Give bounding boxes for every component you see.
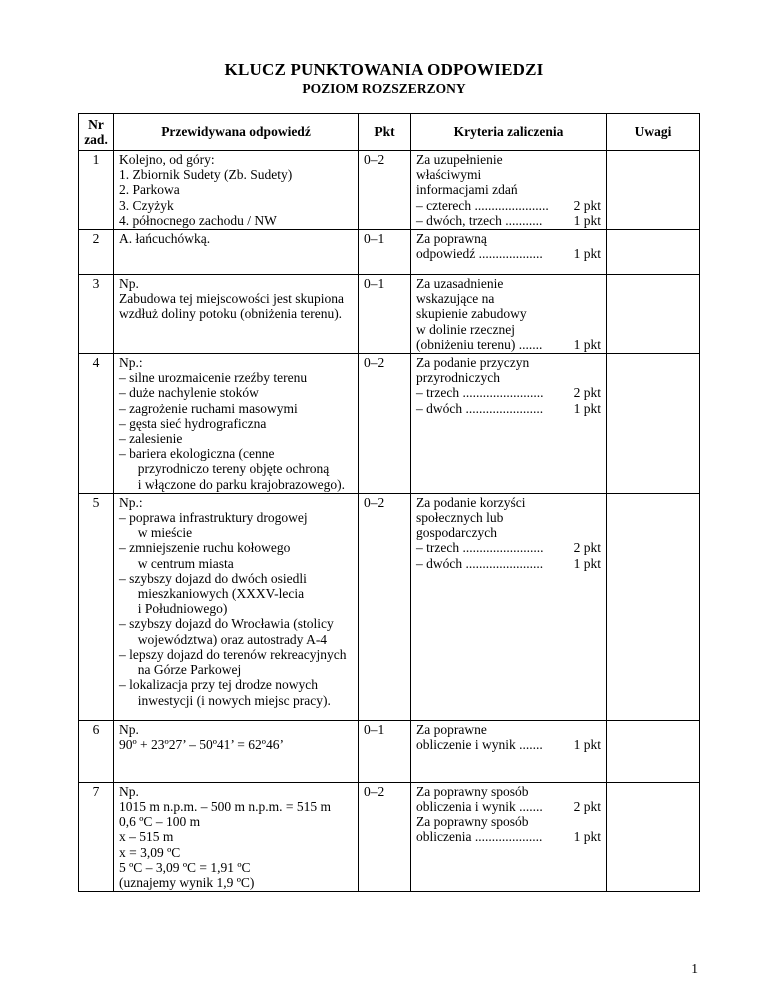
answer-line: Np. <box>119 276 139 292</box>
score-points: 1 pkt <box>573 400 601 416</box>
header-notes: Uwagi <box>607 114 700 151</box>
task-number: 1 <box>79 151 114 230</box>
criteria-line: społecznych lub <box>416 510 504 526</box>
table-header-row <box>79 114 700 151</box>
answer-line: x – 515 m <box>119 829 174 845</box>
answer-line: w centrum miasta <box>131 555 234 571</box>
expected-answer <box>114 493 359 720</box>
score-line <box>416 198 601 213</box>
answer-line: – poprawa infrastruktury drogowej <box>119 510 308 526</box>
answer-line: Np. <box>119 783 139 799</box>
criteria-line: właściwymi <box>416 167 482 183</box>
score-condition: – dwóch, trzech ........... <box>416 212 543 228</box>
page-number: 1 <box>691 961 698 976</box>
answer-line: x = 3,09 ºC <box>119 844 181 860</box>
points-range: 0–1 <box>359 230 411 275</box>
table-row <box>79 354 700 494</box>
criteria-line: Za poprawną <box>416 231 487 247</box>
header-expected-answer: Przewidywana odpowiedź <box>114 114 359 151</box>
answer-line: 4. północnego zachodu / NW <box>119 212 277 228</box>
answer-line: – szybszy dojazd do Wrocławia (stolicy <box>119 616 334 632</box>
criteria <box>411 151 607 230</box>
table-row <box>79 493 700 720</box>
score-line <box>416 814 601 829</box>
notes-cell <box>607 354 700 494</box>
answer-line: 3. Czyżyk <box>119 197 174 213</box>
task-number: 4 <box>79 354 114 494</box>
answer-line: – szybszy dojazd do dwóch osiedli <box>119 570 307 586</box>
notes-cell <box>607 720 700 782</box>
score-points: 1 pkt <box>573 829 601 845</box>
task-number: 6 <box>79 720 114 782</box>
answer-line: (uznajemy wynik 1,9 ºC) <box>119 875 255 891</box>
score-condition: odpowiedź ................... <box>416 246 543 262</box>
answer-line: i włączone do parku krajobrazowego). <box>131 476 346 492</box>
score-points: 1 pkt <box>573 212 601 228</box>
score-condition: obliczenie i wynik ....... <box>416 737 543 753</box>
score-condition: obliczenia i wynik ....... <box>416 799 543 815</box>
score-condition: (obniżeniu terenu) ....... <box>416 336 543 352</box>
criteria-line: Za podanie przyczyn <box>416 355 530 371</box>
score-line <box>416 784 601 799</box>
answer-line: Np.: <box>119 355 143 371</box>
score-condition: Za poprawny sposób <box>416 814 529 830</box>
document-subtitle: POZIOM ROZSZERZONY <box>302 81 466 96</box>
points-range: 0–2 <box>359 493 411 720</box>
header-criteria: Kryteria zaliczenia <box>411 114 607 151</box>
answer-line: – zmniejszenie ruchu kołowego <box>119 540 291 556</box>
answer-line: Np.: <box>119 494 143 510</box>
expected-answer <box>114 275 359 354</box>
answer-line: 0,6 ºC – 100 m <box>119 814 201 830</box>
criteria <box>411 230 607 275</box>
expected-answer <box>114 230 359 275</box>
score-points: 1 pkt <box>573 555 601 571</box>
table-row <box>79 782 700 891</box>
answer-line: na Górze Parkowej <box>131 662 242 678</box>
answer-line: Kolejno, od góry: <box>119 152 215 167</box>
score-line <box>416 799 601 814</box>
score-condition: – dwóch ....................... <box>416 555 544 571</box>
scoring-key-table <box>78 113 700 892</box>
points-range: 0–2 <box>359 782 411 891</box>
criteria <box>411 354 607 494</box>
answer-line: i Południowego) <box>131 601 228 617</box>
criteria-line: Za poprawne <box>416 721 487 737</box>
criteria <box>411 275 607 354</box>
answer-line: przyrodniczo tereny objęte ochroną <box>131 461 330 477</box>
expected-answer <box>114 151 359 230</box>
answer-line: 90º + 23º27’ – 50º41’ = 62º46’ <box>119 737 284 753</box>
score-condition: Za poprawny sposób <box>416 783 529 799</box>
expected-answer <box>114 354 359 494</box>
score-line <box>416 556 601 571</box>
criteria-line: wskazujące na <box>416 291 495 307</box>
document-title: KLUCZ PUNKTOWANIA ODPOWIEDZI <box>224 60 544 79</box>
score-line <box>416 385 601 400</box>
answer-line: – duże nachylenie stoków <box>119 385 259 401</box>
score-points: 1 pkt <box>573 246 601 262</box>
score-points: 1 pkt <box>573 336 601 352</box>
expected-answer <box>114 782 359 891</box>
score-line <box>416 540 601 555</box>
score-points: 2 pkt <box>573 540 601 556</box>
answer-line: – lokalizacja przy tej drodze nowych <box>119 677 319 693</box>
task-number: 5 <box>79 493 114 720</box>
score-condition: – dwóch ....................... <box>416 400 544 416</box>
answer-line: 2. Parkowa <box>119 182 180 198</box>
answer-line: – zalesienie <box>119 431 183 447</box>
points-range: 0–1 <box>359 720 411 782</box>
answer-line: – gęsta sieć hydrograficzna <box>119 415 267 431</box>
points-range: 0–2 <box>359 151 411 230</box>
criteria <box>411 782 607 891</box>
score-condition: – trzech ........................ <box>416 540 544 556</box>
score-condition: – trzech ........................ <box>416 385 544 401</box>
score-line <box>416 213 601 228</box>
criteria-line: skupienie zabudowy <box>416 306 527 322</box>
task-number: 2 <box>79 230 114 275</box>
score-line <box>416 401 601 416</box>
answer-line: 1015 m n.p.m. – 500 m n.p.m. = 515 m <box>119 799 331 815</box>
answer-line: wzdłuż doliny potoku (obniżenia terenu). <box>119 306 343 322</box>
notes-cell <box>607 230 700 275</box>
score-line <box>416 829 601 844</box>
score-line <box>416 737 601 752</box>
notes-cell <box>607 151 700 230</box>
answer-line: – bariera ekologiczna (cenne <box>119 446 275 462</box>
answer-line: – lepszy dojazd do terenów rekreacyjnych <box>119 646 347 662</box>
criteria-line: Za uzasadnienie <box>416 276 504 292</box>
task-number: 7 <box>79 782 114 891</box>
answer-line: województwa) oraz autostrady A-4 <box>131 631 328 647</box>
answer-line: Zabudowa tej miejscowości jest skupiona <box>119 291 344 307</box>
score-points: 2 pkt <box>573 197 601 213</box>
answer-line: 1. Zbiornik Sudety (Zb. Sudety) <box>119 167 293 183</box>
criteria-line: gospodarczych <box>416 525 497 541</box>
score-points: 2 pkt <box>573 385 601 401</box>
criteria-line: Za uzupełnienie <box>416 152 503 167</box>
table-row <box>79 275 700 354</box>
criteria-line: informacjami zdań <box>416 182 518 198</box>
points-range: 0–2 <box>359 354 411 494</box>
criteria-line: przyrodniczych <box>416 370 500 386</box>
answer-line: w mieście <box>131 525 193 541</box>
answer-line: Np. <box>119 721 139 737</box>
criteria <box>411 720 607 782</box>
score-line <box>416 246 601 261</box>
criteria-line: w dolinie rzecznej <box>416 321 515 337</box>
criteria <box>411 493 607 720</box>
notes-cell <box>607 782 700 891</box>
score-condition: obliczenia .................... <box>416 829 543 845</box>
score-line <box>416 337 601 352</box>
answer-line: mieszkaniowych (XXXV-lecia <box>131 586 305 602</box>
task-number: 3 <box>79 275 114 354</box>
table-row <box>79 720 700 782</box>
score-points: 1 pkt <box>573 737 601 753</box>
score-points: 2 pkt <box>573 799 601 815</box>
criteria-line: Za podanie korzyści <box>416 494 526 510</box>
notes-cell <box>607 275 700 354</box>
header-task-number: Nr zad. <box>79 114 114 151</box>
notes-cell <box>607 493 700 720</box>
answer-line: A. łańcuchówką. <box>119 231 211 247</box>
answer-line: inwestycji (i nowych miejsc pracy). <box>131 692 331 708</box>
answer-line: 5 ºC – 3,09 ºC = 1,91 ºC <box>119 859 251 875</box>
expected-answer <box>114 720 359 782</box>
score-condition: – czterech ...................... <box>416 197 549 213</box>
header-points: Pkt <box>359 114 411 151</box>
table-row <box>79 151 700 230</box>
points-range: 0–1 <box>359 275 411 354</box>
answer-line: – zagrożenie ruchami masowymi <box>119 400 298 416</box>
answer-line: – silne urozmaicenie rzeźby terenu <box>119 370 308 386</box>
table-row <box>79 230 700 275</box>
